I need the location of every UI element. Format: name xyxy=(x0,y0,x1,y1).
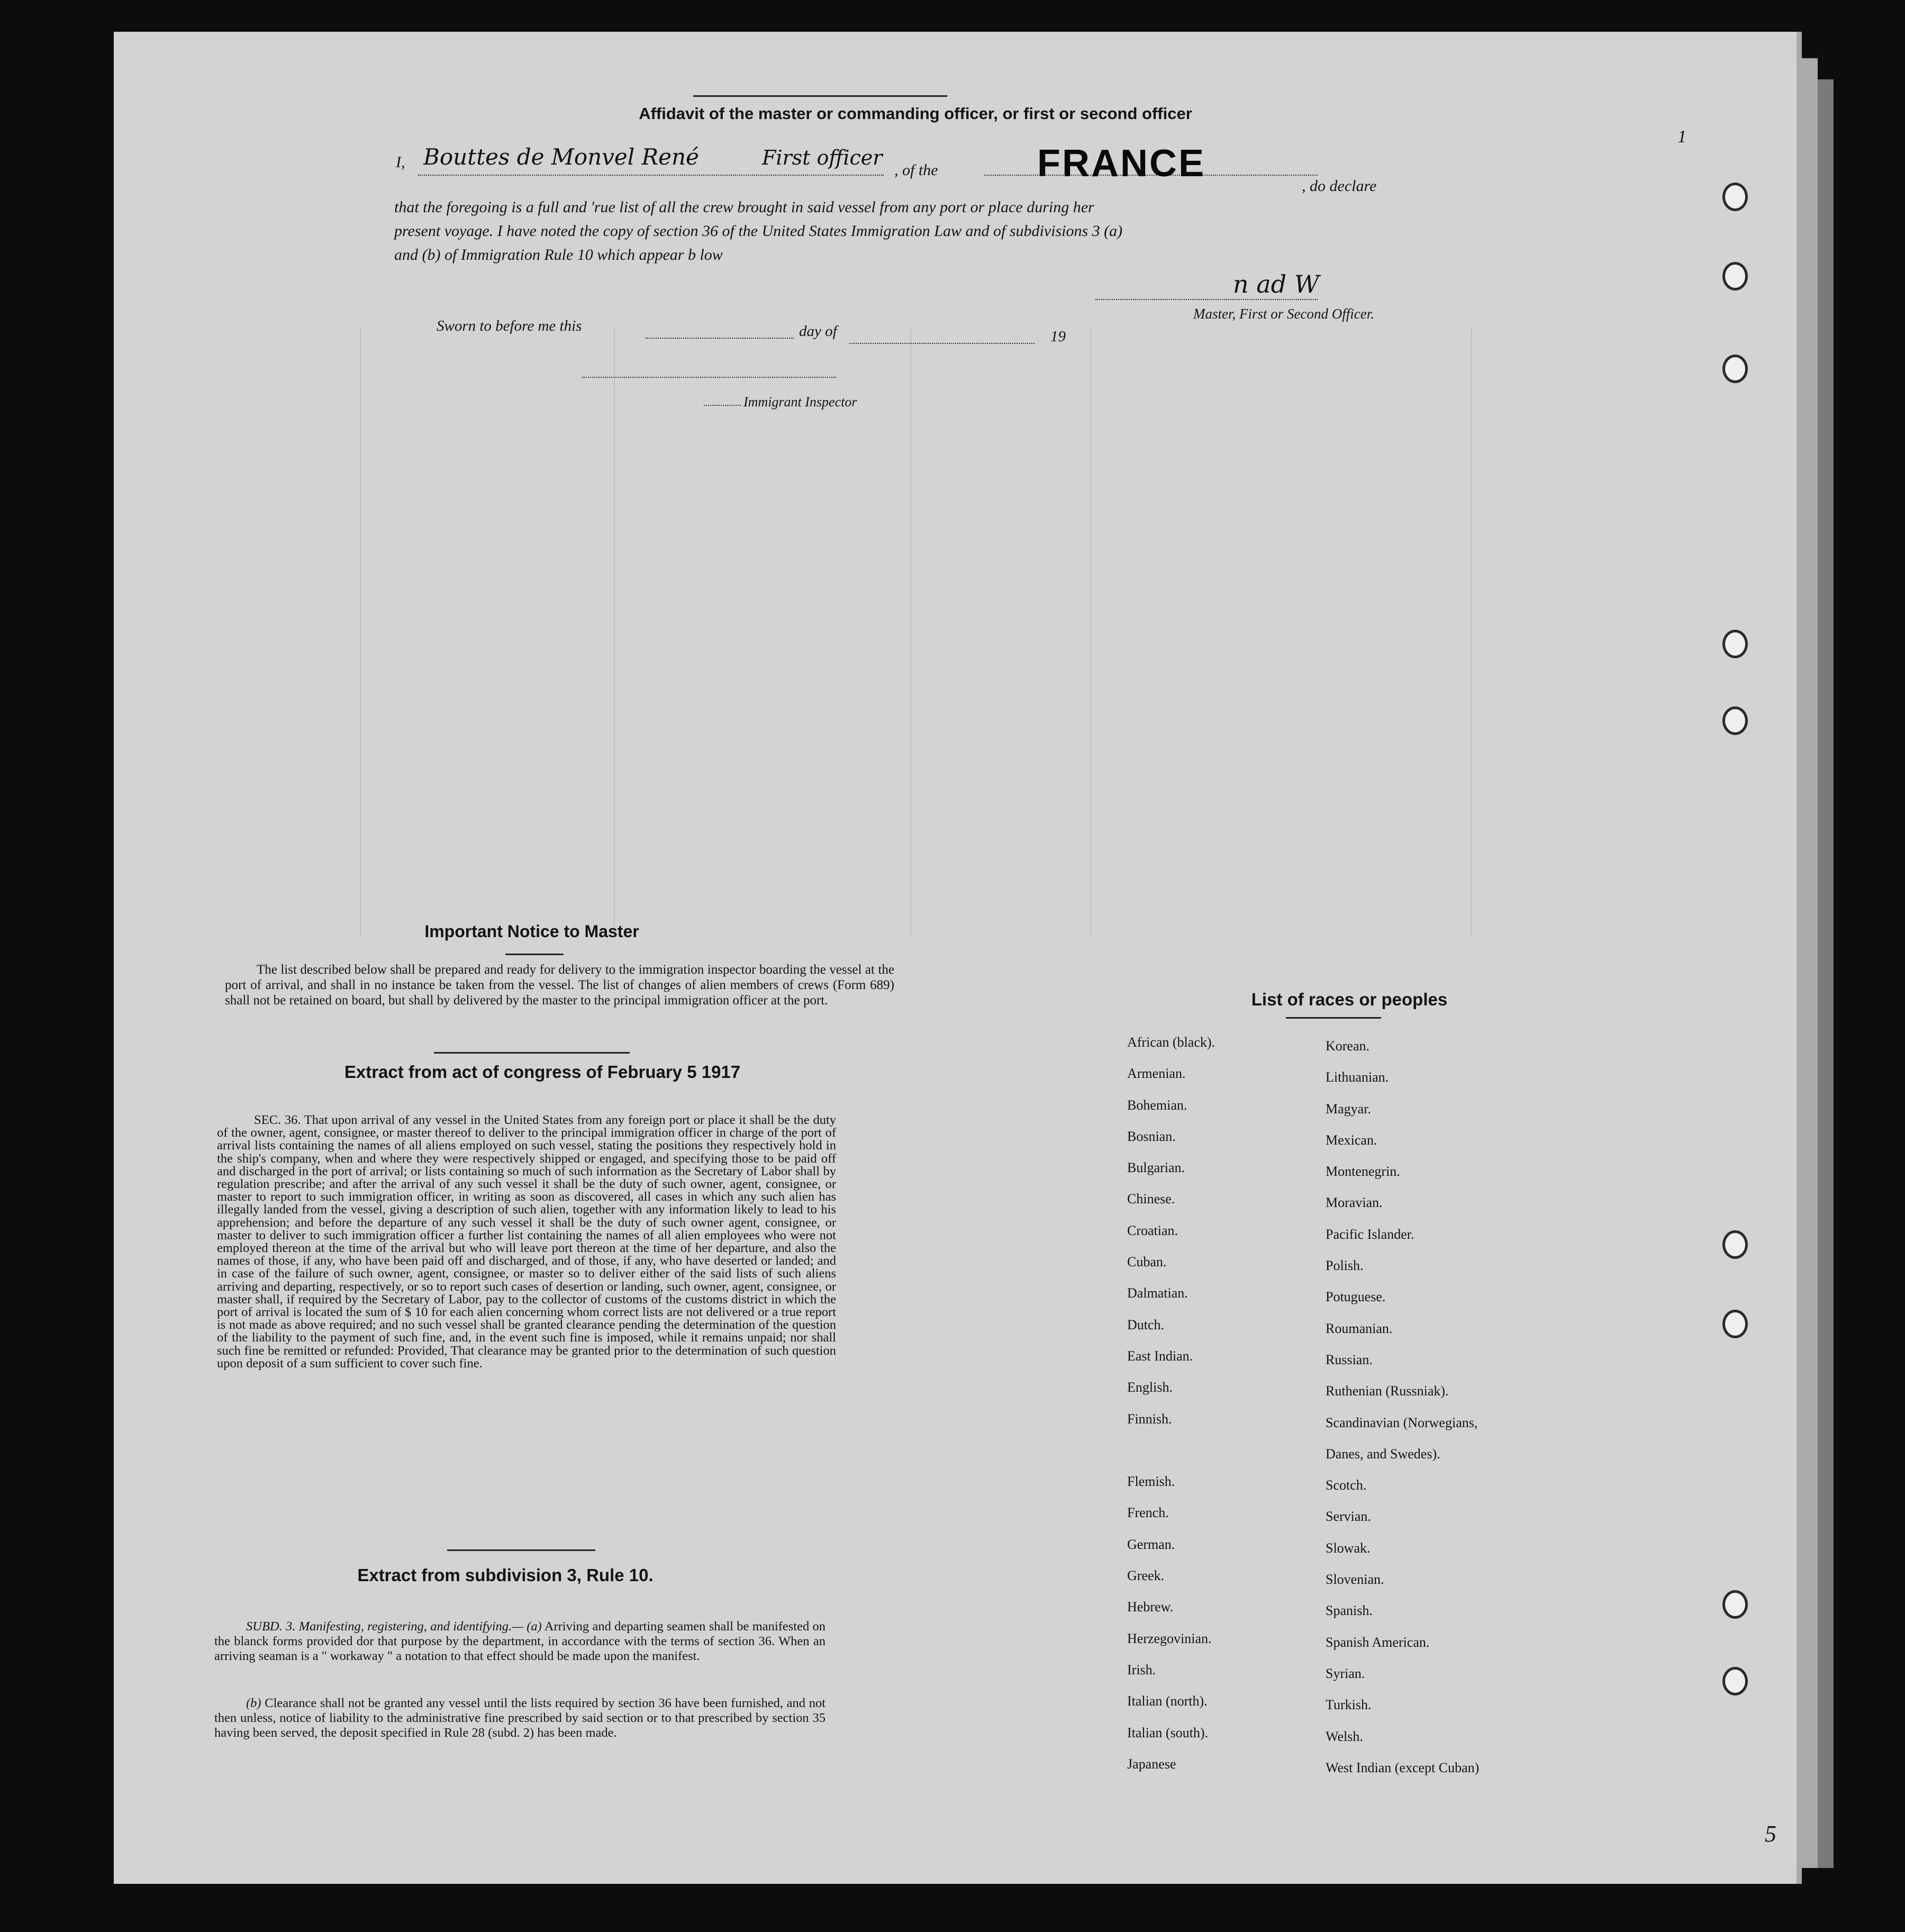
signature-handwritten: n ad W xyxy=(1233,270,1320,298)
race-item: Scandinavian (Norwegians, xyxy=(1326,1414,1478,1430)
race-item: Slowak. xyxy=(1326,1540,1371,1556)
race-item: African (black). xyxy=(1127,1035,1215,1050)
race-item: West Indian (except Cuban) xyxy=(1326,1759,1480,1775)
race-item: Polish. xyxy=(1326,1258,1364,1274)
extract-rule-title: Extract from subdivision 3, Rule 10. xyxy=(357,1565,654,1585)
race-item: Armenian. xyxy=(1127,1066,1186,1082)
race-item: Finnish. xyxy=(1127,1411,1172,1427)
affidavit-line1-prefix: I, xyxy=(396,153,405,171)
section-divider xyxy=(434,1052,630,1054)
officer-rank-handwritten: First officer xyxy=(762,146,883,169)
sworn-day: day of xyxy=(799,323,837,340)
race-item: Russian. xyxy=(1326,1352,1373,1367)
binder-hole xyxy=(1722,1230,1748,1259)
race-item: Cuban. xyxy=(1127,1254,1167,1270)
para-b-text: Clearance shall not be granted any vessel until the lists required by section 36 have been furnished, and not then unless, notice of liability to the administrative fine prescribed by said section or to that prescribed by section 35 having been served, the deposit specified in Rule 28 (subd. 2) has been made. xyxy=(214,1696,826,1740)
race-item: Potuguese. xyxy=(1326,1289,1386,1305)
races-column-2 xyxy=(1326,1038,1479,1791)
para-a-lead: SUBD. 3. Manifesting, registering, and identifying.— (a) xyxy=(246,1619,542,1634)
race-item: Italian (south). xyxy=(1127,1725,1209,1740)
binder-hole xyxy=(1722,1667,1748,1695)
race-item: Chinese. xyxy=(1127,1191,1175,1207)
binder-hole xyxy=(1722,1590,1748,1619)
race-item: Mexican. xyxy=(1326,1132,1377,1148)
race-item: Ruthenian (Russniak). xyxy=(1326,1383,1449,1399)
inspector-lead-line xyxy=(704,405,741,406)
document-page xyxy=(114,32,1802,1884)
race-item: Japanese xyxy=(1127,1756,1176,1772)
race-item: Korean. xyxy=(1326,1038,1370,1054)
signature-line xyxy=(1095,299,1318,300)
race-item: French. xyxy=(1127,1505,1169,1521)
affidavit-line4: and (b) of Immigration Rule 10 which appear b low xyxy=(394,246,723,264)
sworn-prefix: Sworn to before me this xyxy=(437,318,582,334)
inspector-sign-line xyxy=(582,377,836,378)
extract-rule-para-a xyxy=(214,1619,826,1664)
notice-body: The list described below shall be prepared and ready for delivery to the immigration inspector boarding the vessel at the port of arrival, and shall in no instance be taken from the vessel. The list of changes of alien members of crews (Form 689) shall not be retained on board, but shall by delivered by the master to the principal immigration officer at the port. xyxy=(225,963,894,1008)
races-column-1 xyxy=(1127,1035,1215,1788)
margin-mark: 1 xyxy=(1677,127,1686,147)
race-item: Magyar. xyxy=(1326,1101,1371,1117)
race-item: English. xyxy=(1127,1380,1173,1395)
race-item: Scotch. xyxy=(1326,1477,1367,1493)
race-item: Croatian. xyxy=(1127,1222,1178,1238)
affidavit-line1-mid: , of the xyxy=(894,161,938,179)
race-item: Bulgarian. xyxy=(1127,1160,1185,1176)
extract-act-title: Extract from act of congress of February 5 1917 xyxy=(344,1062,741,1082)
race-item: Herzegovinian. xyxy=(1127,1630,1212,1646)
sworn-year: 19 xyxy=(1050,328,1066,345)
stacked-page-edge xyxy=(1797,58,1818,1868)
bleed-through-line xyxy=(360,328,361,937)
race-item: Lithuanian. xyxy=(1326,1069,1389,1085)
sworn-date-line xyxy=(646,338,794,339)
vessel-name: FRANCE xyxy=(1037,142,1205,185)
notice-title: Important Notice to Master xyxy=(424,922,639,941)
binder-hole xyxy=(1722,355,1748,383)
title-rule xyxy=(693,95,947,97)
margin-mark: 5 xyxy=(1765,1821,1776,1847)
bleed-through-line xyxy=(910,328,911,937)
section-divider xyxy=(447,1549,595,1551)
inspector-label: Immigrant Inspector xyxy=(743,394,857,410)
stacked-page-edge-dark xyxy=(1818,79,1834,1868)
binder-hole xyxy=(1722,706,1748,735)
race-item: Turkish. xyxy=(1326,1697,1372,1713)
race-item: Italian (north). xyxy=(1127,1693,1208,1709)
race-item: Slovenian. xyxy=(1326,1572,1384,1588)
race-item: Dalmatian. xyxy=(1127,1285,1188,1301)
binder-hole xyxy=(1722,183,1748,211)
officer-name-line xyxy=(418,175,884,176)
race-item: Bosnian. xyxy=(1127,1128,1176,1144)
race-item: Flemish. xyxy=(1127,1474,1175,1490)
affidavit-line3: present voyage. I have noted the copy of section 36 of the United States Immigration Law and of subdivisions 3 (a) xyxy=(394,222,1123,240)
race-item: Moravian. xyxy=(1326,1195,1383,1211)
race-item: Bohemian. xyxy=(1127,1097,1187,1113)
bleed-through-line xyxy=(1471,328,1472,937)
race-item: German. xyxy=(1127,1536,1175,1552)
binder-hole xyxy=(1722,262,1748,291)
race-item: Danes, and Swedes). xyxy=(1326,1446,1440,1462)
bleed-through-line xyxy=(1090,328,1091,937)
race-item: Dutch. xyxy=(1127,1317,1165,1332)
sworn-month-line xyxy=(849,343,1035,344)
notice-title-rule xyxy=(505,954,564,955)
race-item: Spanish American. xyxy=(1326,1634,1430,1650)
race-item: Pacific Islander. xyxy=(1326,1226,1414,1242)
race-item: Montenegrin. xyxy=(1326,1164,1400,1180)
race-item: Welsh. xyxy=(1326,1728,1363,1744)
affidavit-line2: that the foregoing is a full and 'rue list of all the crew brought in said vessel from any port or place during her xyxy=(394,198,1094,216)
affidavit-title: Affidavit of the master or commanding officer, or first or second officer xyxy=(639,104,1192,123)
race-item: Roumanian. xyxy=(1326,1320,1393,1336)
binder-hole xyxy=(1722,1310,1748,1338)
extract-rule-para-b xyxy=(214,1696,826,1740)
races-title-rule xyxy=(1286,1017,1381,1019)
race-item xyxy=(1127,1443,1215,1474)
race-item: East Indian. xyxy=(1127,1348,1193,1364)
race-item: Spanish. xyxy=(1326,1603,1373,1619)
race-item: Irish. xyxy=(1127,1662,1156,1677)
extract-act-body: SEC. 36. That upon arrival of any vessel in the United States from any foreign port or place it shall be the duty of the owner, agent, consignee, or master thereof to deliver to the principal immigration officer in charge of the port of arrival lists containing the names of all aliens employed on such vessel, stating the positions they respectively hold in the ship's company, when and where they were respectively shipped or engaged, and specifying those to be paid off and discharged in the port of arrival; or lists containing so much of such information as the Secretary of Labor shall by regulation prescribe; and after the arrival of any such vessel it shall be the duty of such owner, agent, consignee, or master to report to such immigration officer, in writing as soon as discovered, all cases in which any such alien has illegally landed from the vessel, giving a description of such alien, together with any information likely to lead to his apprehension; and before the departure of any such vessel it shall be the duty of such owner agent, consignee, or master to deliver to such immigration officer a further list containing the names of all alien employees who were not employed thereon at the time of the arrival but who will leave port thereon at the time of her departure, and also the names of those, if any, who have been paid off and discharged, and of those, if any, who have deserted or landed; and in case of the failure of such owner, agent, consignee, or master so to deliver either of the said lists of such aliens arriving and departing, respectively, or so to report such cases of desertion or landing, such owner, agent, consignee, or master shall, if required by the Secretary of Labor, pay to the collector of customs of the customs district in which the port of arrival is located the sum of $ 10 for each alien concerning whom correct lists are not delivered or a true report is not made as above required; and no such vessel shall be granted clearance pending the determination of the question of the liability to the payment of such fine, and, in the event such fine is imposed, while it remains unpaid; nor shall such fine be remitted or refunded: Provided, That clearance may be granted prior to the determination of such question upon deposit of a sum sufficient to cover such fine. xyxy=(217,1113,836,1371)
bleed-through-line xyxy=(614,328,615,937)
officer-name-handwritten: Bouttes de Monvel René xyxy=(423,144,699,170)
races-title: List of races or peoples xyxy=(1251,990,1448,1009)
binder-hole xyxy=(1722,630,1748,658)
para-b-lead: (b) xyxy=(246,1696,261,1710)
para-a-text: Arriving and departing seamen shall be manifested on the blanck forms provided dor that purpose by the department, in accordance with the terms of section 36. When an arriving seaman is a " workaway " a notation to that effect should be made upon the manifest. xyxy=(214,1619,826,1663)
affidavit-line1-suffix: , do declare xyxy=(1302,177,1377,195)
race-item: Servian. xyxy=(1326,1509,1371,1525)
race-item: Greek. xyxy=(1127,1568,1165,1584)
race-item: Hebrew. xyxy=(1127,1599,1174,1615)
race-item: Syrian. xyxy=(1326,1665,1365,1681)
signature-caption: Master, First or Second Officer. xyxy=(1193,306,1374,322)
